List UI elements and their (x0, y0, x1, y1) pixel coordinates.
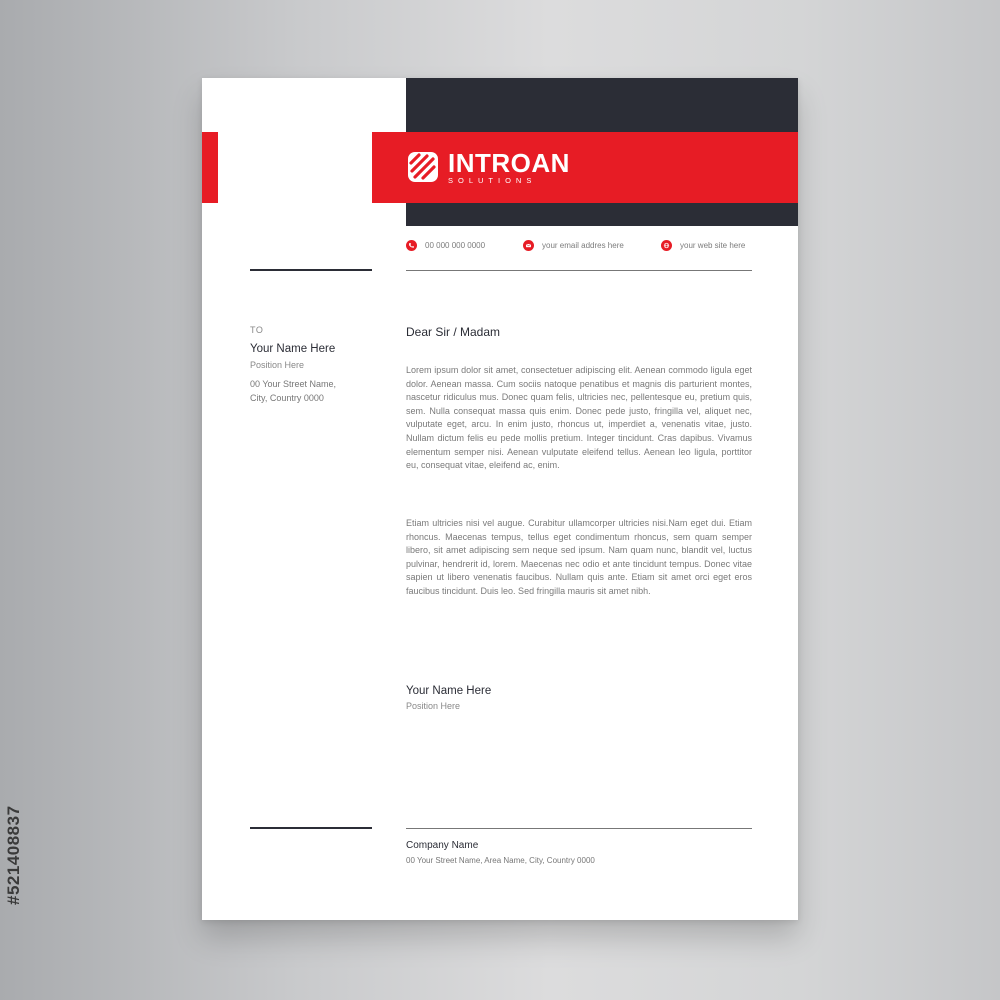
letter-paragraph-2: Etiam ultricies nisi vel augue. Curabitur ullamcorper ultricies nisi.Nam eget dui. Etiam rhoncus. Maecenas tempus, tellus eget condimentum rhoncus, sem quam semper libero, sit amet adipiscing sem neque sed ipsum. Nam quam nunc, blandit vel, luctus pulvinar, hendrerit id, lorem. Maecenas nec odio et ante tincidunt tempus. Donec vitae sapien ut libero venenatis faucibus. Nullam quis ante. Etiam sit amet orci eget eros faucibus tincidunt. Duis leo. Sed fringilla mauris sit amet nibh. (406, 518, 752, 596)
header-red-accent (202, 132, 218, 203)
brand-name: INTROAN (448, 148, 570, 178)
letter-greeting: Dear Sir / Madam (406, 325, 501, 339)
email-icon (523, 240, 534, 251)
recipient-to-label: TO (250, 325, 264, 335)
header-divider (406, 270, 752, 271)
phone-icon (406, 240, 417, 251)
recipient-name: Your Name Here (250, 343, 336, 355)
contact-email (523, 240, 624, 251)
recipient-position: Position Here (250, 360, 305, 370)
brand-logo (407, 150, 570, 185)
footer-divider (406, 828, 752, 829)
diagonal-stripes-logo-icon (407, 151, 439, 183)
contact-website (661, 240, 745, 251)
recipient-address-line2: City, Country 0000 (250, 393, 324, 403)
contact-phone-text: 00 000 000 0000 (425, 241, 486, 250)
contact-phone (406, 240, 485, 251)
footer-company-address: 00 Your Street Name, Area Name, City, Country 0000 (406, 856, 595, 865)
stock-id-label: #521408837 (4, 805, 23, 905)
brand-tagline: SOLUTIONS (448, 176, 537, 185)
contact-website-text: your web site here (680, 241, 746, 250)
footer-company-name: Company Name (406, 840, 479, 851)
contact-email-text: your email addres here (542, 241, 624, 250)
left-accent-bar-top (250, 269, 372, 271)
letterhead-page (202, 78, 798, 920)
signature-position: Position Here (406, 701, 461, 711)
signature-name: Your Name Here (406, 685, 492, 697)
contact-bar (406, 240, 752, 254)
recipient-address (250, 377, 370, 405)
recipient-address-line1: 00 Your Street Name, (250, 379, 337, 389)
letter-paragraph-1: Lorem ipsum dolor sit amet, consectetuer adipiscing elit. Aenean commodo ligula eget dolor. Aenean massa. Cum sociis natoque penatibus et magnis dis parturient montes, nascetur ridiculus mus. Donec quam felis, ultricies nec, pellentesque eu, pretium quis, sem. Nulla consequat massa quis enim. Donec pede justo, fringilla vel, aliquet nec, vulputate eget, arcu. In enim justo, rhoncus ut, imperdiet a, venenatis vitae, justo. Nullam dictum felis eu pede mollis pretium. Integer tincidunt. Cras dapibus. Vivamus elementum semper nisi. Aenean vulputate eleifend tellus. Aenean leo ligula, porttitor eu, consequat vitae, eleifend ac, enim. (406, 365, 752, 471)
left-accent-bar-bottom (250, 827, 372, 829)
globe-icon (661, 240, 672, 251)
